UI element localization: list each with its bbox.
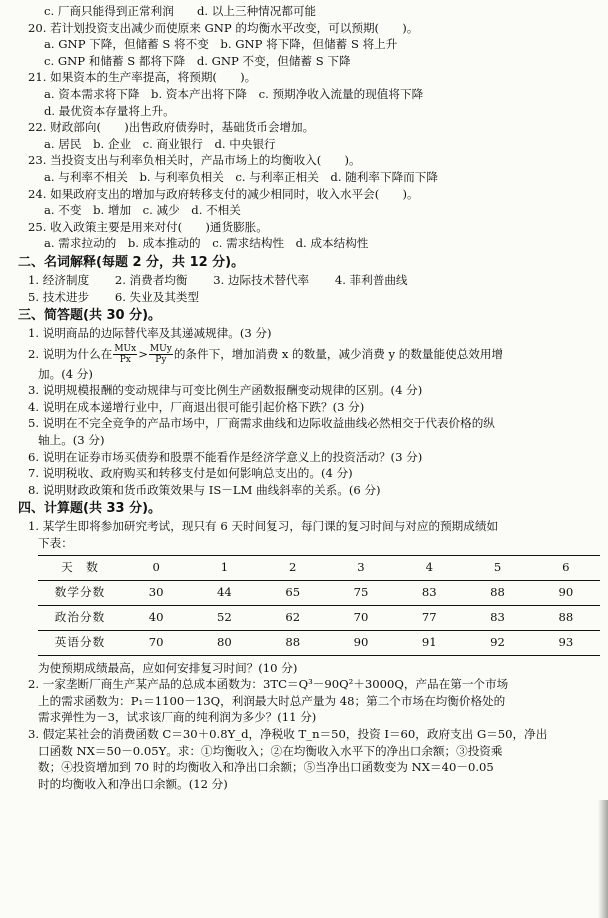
table-cell: 0 <box>122 555 190 580</box>
table-cell: 90 <box>532 580 600 605</box>
table-cell: 88 <box>463 580 531 605</box>
muy-over-py-fraction: $\frac{\text{MUy}}{Py}$ <box>149 344 172 366</box>
sec4-q3-line-2: 口函数 NX＝50－0.05Y。求：①均衡收入；②在均衡收入水平下的净出口余额；③投资乘 <box>38 743 503 758</box>
q24-stem: 24. 如果政府支出的增加与政府转移支付的减少相同时，收入水平会( )。 <box>28 186 419 201</box>
sec3-q2 <box>18 342 600 366</box>
q21-options-1: a. 资本需求将下降 b. 资本产出将下降 c. 预期净收入流量的现值将下降 <box>44 86 424 101</box>
term-1: 1. 经济制度 <box>28 272 90 287</box>
table-row-math <box>38 580 600 605</box>
table-cell: 77 <box>395 605 463 630</box>
sec3-q7: 7. 说明税收、政府购买和转移支付是如何影响总支出的。(4 分) <box>28 466 353 481</box>
sec3-q1: 1. 说明商品的边际替代率及其递减规律。(3 分) <box>28 326 272 341</box>
table-cell: 2 <box>259 555 327 580</box>
section-2-title: 二、名词解释(每题 2 分，共 12 分)。 <box>18 254 245 270</box>
table-cell: 70 <box>327 605 395 630</box>
sec2-terms-row-1 <box>18 272 600 289</box>
q21-options-2: d. 最优资本存量将上升。 <box>44 103 175 118</box>
table-cell: 80 <box>190 630 258 655</box>
table-cell: 40 <box>122 605 190 630</box>
table-cell: 83 <box>463 605 531 630</box>
sec4-q1-line-3: 为使预期成绩最高，应如何安排复习时间？(10 分) <box>38 660 298 675</box>
q25-stem: 25. 收入政策主要是用来对付( )通货膨胀。 <box>28 219 268 234</box>
sec4-q3-line-4: 时的均衡收入和净出口余额。(12 分) <box>38 776 228 791</box>
table-header-row <box>38 555 600 580</box>
table-cell: 5 <box>463 555 531 580</box>
table-cell: 政治分数 <box>38 605 122 630</box>
q22-stem: 22. 财政部向( )出售政府债券时，基础货币会增加。 <box>28 120 315 135</box>
section-4-title: 四、计算题(共 33 分)。 <box>18 501 162 517</box>
q24-options: a. 不变 b. 增加 c. 减少 d. 不相关 <box>44 203 241 218</box>
q23-options: a. 与利率不相关 b. 与利率负相关 c. 与利率正相关 d. 随利率下降而下降 <box>44 169 438 184</box>
term-6: 6. 失业及其类型 <box>114 289 200 304</box>
term-5: 5. 技术进步 <box>28 289 90 304</box>
sec4-q3-line-1: 3. 假定某社会的消费函数 C＝30＋0.8Y_d，净税收 T_n＝50，投资 I＝60，政府支出 G＝50，净出 <box>28 727 548 741</box>
table-cell: 数学分数 <box>38 580 122 605</box>
sec4-q1-line-2: 下表： <box>38 536 73 551</box>
sec4-q3-line-3: 数；④投资增加到 70 时的均衡收入和净出口余额；⑤当净出口函数变为 NX＝40－0.05 <box>38 760 494 775</box>
table-cell: 天 数 <box>38 555 122 580</box>
table-cell: 83 <box>395 580 463 605</box>
mux-over-px-fraction: $\frac{\text{MUx}}{Px}$ <box>114 344 137 366</box>
scan-edge-shadow <box>598 800 608 918</box>
term-2: 2. 消费者均衡 <box>114 272 188 287</box>
sec4-q2-line-3: 需求弹性为－3，试求该厂商的纯利润为多少？(11 分) <box>38 710 317 725</box>
sec3-q2-post: 的条件下，增加消费 x 的数量，减少消费 y 的数量能使总效用增 <box>173 346 504 361</box>
table-row-politics <box>38 605 600 630</box>
table-cell: 30 <box>122 580 190 605</box>
sec3-q4: 4. 说明在成本递增行业中，厂商退出很可能引起价格下跌？(3 分) <box>28 399 365 414</box>
sec3-q2-pre: 2. 说明为什么在 <box>28 346 113 361</box>
q21-stem: 21. 如果资本的生产率提高，将预期( )。 <box>28 70 257 85</box>
greater-than-sign: > <box>138 346 148 361</box>
section-3-title: 三、简答题(共 30 分)。 <box>18 308 162 324</box>
table-cell: 英语分数 <box>38 630 122 655</box>
table-cell: 1 <box>190 555 258 580</box>
table-cell: 92 <box>463 630 531 655</box>
sec3-q5-cont: 轴上。(3 分) <box>38 433 105 448</box>
sec4-q2-line-1: 2. 一家垄断厂商生产某产品的总成本函数为：3TC＝Q³－90Q²＋3000Q，产品在第一个市场 <box>28 677 509 692</box>
q25-options: a. 需求拉动的 b. 成本推动的 c. 需求结构性 d. 成本结构性 <box>44 236 369 251</box>
table-cell: 62 <box>259 605 327 630</box>
table-cell: 93 <box>532 630 600 655</box>
study-score-table <box>38 555 600 656</box>
q20-stem: 20. 若计划投资支出减少而使原来 GNP 的均衡水平改变，可以预期( )。 <box>28 20 419 35</box>
term-3: 3. 边际技术替代率 <box>213 272 310 287</box>
table-cell: 65 <box>259 580 327 605</box>
sec3-q5: 5. 说明在不完全竞争的产品市场中，厂商需求曲线和边际收益曲线必然相交于代表价格的纵 <box>28 416 495 431</box>
q19-options-tail: c. 厂商只能得到正常利润 d. 以上三种情况都可能 <box>44 4 317 18</box>
sec4-q2-line-2: 上的需求函数为：P₁＝1100－13Q，利润最大时总产量为 48；第二个市场在均衡价格处的 <box>38 693 506 708</box>
table-cell: 88 <box>259 630 327 655</box>
table-cell: 44 <box>190 580 258 605</box>
term-4: 4. 菲利普曲线 <box>334 272 408 287</box>
table-row-english <box>38 630 600 655</box>
sec3-q2-cont: 加。(4 分) <box>38 366 93 381</box>
table-cell: 3 <box>327 555 395 580</box>
q23-stem: 23. 当投资支出与利率负相关时，产品市场上的均衡收入( )。 <box>28 153 361 168</box>
q20-options-1: a. GNP 下降，但储蓄 S 将不变 b. GNP 将下降，但储蓄 S 将上升 <box>44 37 398 52</box>
table-cell: 4 <box>395 555 463 580</box>
table-cell: 6 <box>532 555 600 580</box>
table-cell: 70 <box>122 630 190 655</box>
table-cell: 91 <box>395 630 463 655</box>
table-cell: 52 <box>190 605 258 630</box>
sec3-q6: 6. 说明在证券市场买债券和股票不能看作是经济学意义上的投资活动？(3 分) <box>28 449 423 464</box>
sec4-q1-line-1: 1. 某学生即将参加研究考试，现只有 6 天时间复习，每门课的复习时间与对应的预期成绩如 <box>28 519 499 534</box>
q22-options: a. 居民 b. 企业 c. 商业银行 d. 中央银行 <box>44 136 276 151</box>
sec2-terms-row-2 <box>18 289 600 306</box>
q20-options-2: c. GNP 和储蓄 S 都将下降 d. GNP 不变，但储蓄 S 下降 <box>44 53 351 68</box>
table-cell: 90 <box>327 630 395 655</box>
table-cell: 88 <box>532 605 600 630</box>
table-cell: 75 <box>327 580 395 605</box>
sec3-q8: 8. 说明财政政策和货币政策效果与 IS－LM 曲线斜率的关系。(6 分) <box>28 482 381 497</box>
sec3-q3: 3. 说明规模报酬的变动规律与可变比例生产函数报酬变动规律的区别。(4 分) <box>28 383 423 398</box>
